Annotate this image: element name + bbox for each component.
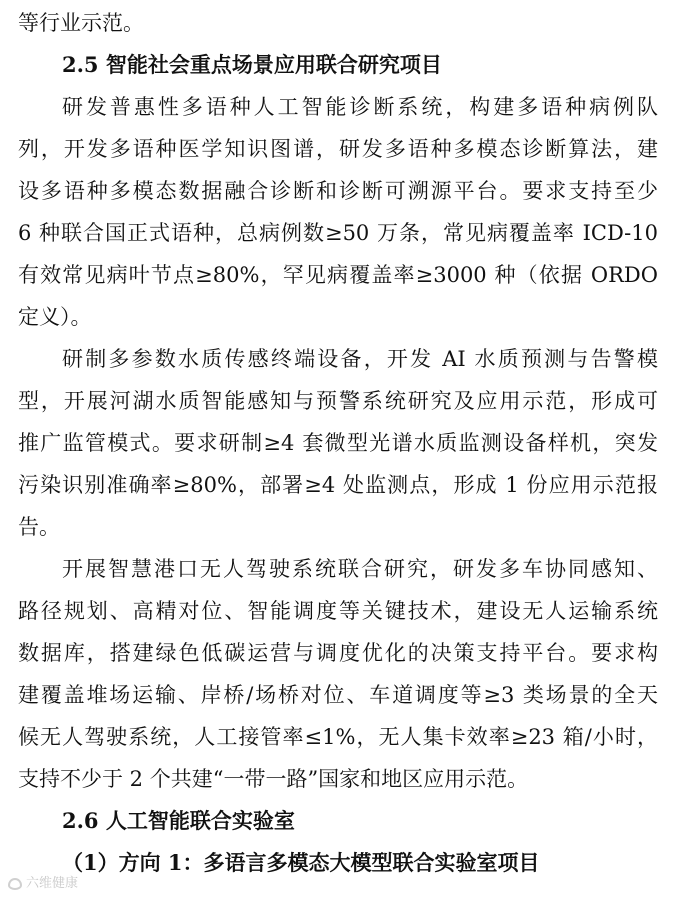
text-line: 等行业示范。 xyxy=(18,11,144,35)
text-line: 型，开展河湖水质智能感知与预警系统研究及应用示范，形成可 xyxy=(18,389,658,413)
text-line: 支持不少于 2 个共建“一带一路”国家和地区应用示范。 xyxy=(18,767,529,791)
section-heading-2-5: 2.5 智能社会重点场景应用联合研究项目 xyxy=(62,52,442,77)
text-line: 设多语种多模态数据融合诊断和诊断可溯源平台。要求支持至少 xyxy=(18,179,658,203)
text-line: 告。 xyxy=(18,515,60,539)
text-line: 6 种联合国正式语种，总病例数≥50 万条，常见病覆盖率 ICD-10 xyxy=(18,221,658,245)
text-line: 候无人驾驶系统，人工接管率≤1%，无人集卡效率≥23 箱/小时， xyxy=(18,725,658,749)
text-line: 推广监管模式。要求研制≥4 套微型光谱水质监测设备样机，突发 xyxy=(18,431,658,455)
text-line: 研制多参数水质传感终端设备，开发 AI 水质预测与告警模 xyxy=(62,347,658,371)
text-line: 定义）。 xyxy=(18,305,92,329)
text-line: 有效常见病叶节点≥80%，罕见病覆盖率≥3000 种（依据 ORDO xyxy=(18,263,658,287)
text-line: 数据库，搭建绿色低碳运营与调度优化的决策支持平台。要求构 xyxy=(18,641,658,665)
text-line: 建覆盖堆场运输、岸桥/场桥对位、车道调度等≥3 类场景的全天 xyxy=(18,683,658,707)
section-heading-2-6: 2.6 人工智能联合实验室 xyxy=(62,808,295,833)
subsection-heading-direction-1: （1）方向 1：多语言多模态大模型联合实验室项目 xyxy=(62,850,540,875)
text-line: 开展智慧港口无人驾驶系统联合研究，研发多车协同感知、 xyxy=(62,557,658,581)
text-line: 列，开发多语种医学知识图谱，研发多语种多模态诊断算法，建 xyxy=(18,137,658,161)
text-line: 污染识别准确率≥80%，部署≥4 处监测点，形成 1 份应用示范报 xyxy=(18,473,658,497)
text-line: 研发普惠性多语种人工智能诊断系统，构建多语种病例队 xyxy=(62,95,658,119)
watermark-text: 六维健康 xyxy=(26,876,79,891)
watermark-logo-icon xyxy=(8,878,22,890)
text-line: 路径规划、高精对位、智能调度等关键技术，建设无人运输系统 xyxy=(18,599,658,623)
watermark xyxy=(8,876,78,892)
